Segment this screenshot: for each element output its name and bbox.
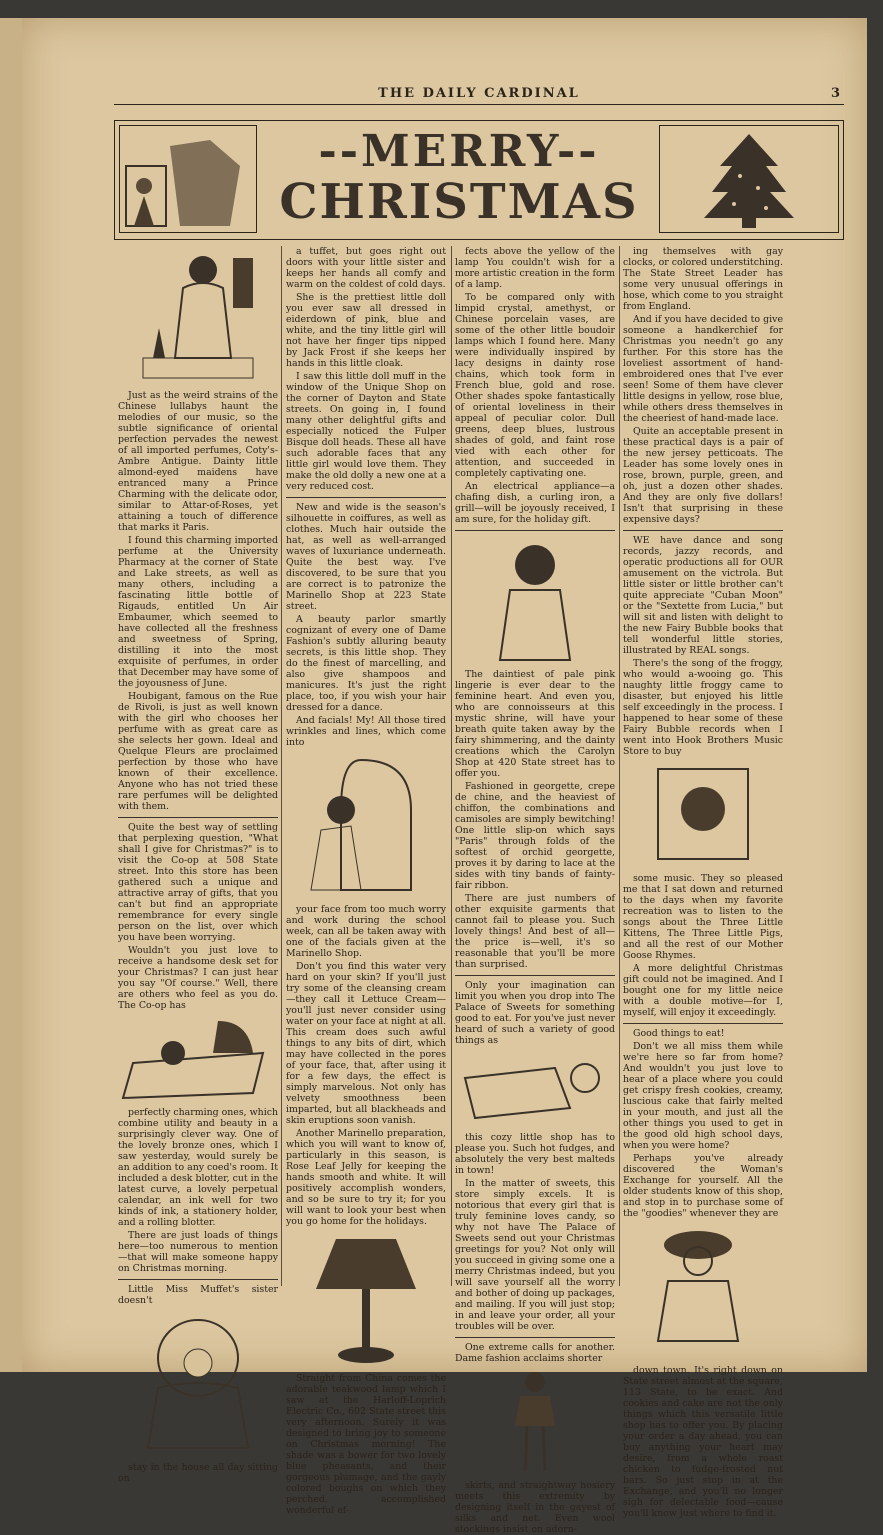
column-4: [623, 246, 784, 1519]
paragraph: To be compared only with limpid crystal, amethyst, or Chinese porcelain vases, are some of the other little boudoir lamps which I found here. Many were individually inspired by lacy designs in dainty rose chains, which took form in French blue, gold and rose. Other shades spoke fantastically of oriental loveliness in their appeal of peculiar color. Dull greens, deep blues, lustrous shades of gold, and faint rose vied with each other for attention, and succeeded in completely captivating one.: [455, 292, 615, 479]
paragraph: this cozy little shop has to please you. Such hot fudges, and absolutely the very best malteds in town!: [455, 1132, 615, 1176]
doll-muff-illustration: [138, 1308, 258, 1458]
banner-headline: [263, 123, 655, 230]
paragraph: stay in the house all day sitting on: [118, 1462, 278, 1484]
paragraph: Don't we all miss them while we're here so far from home? And wouldn't you just love to hear of a place where you could get crispy fresh cookies, creamy, luscious cake that fairly melted in your mouth, and just all the other things you used to get in the good old high school days, when you were home?: [623, 1041, 783, 1151]
paragraph: Another Marinello preparation, which you will want to know of, particularly in this season, is Rose Leaf Jelly for keeping the hands smooth and white. It will positively accomplish wonders, and so be sure to try it; for you will want to look your best when you go home for the holidays.: [286, 1128, 446, 1227]
paragraph: And facials! My! All those tired wrinkles and lines, which come into: [286, 715, 446, 748]
column-3-after: [455, 669, 615, 1046]
lamp-illustration: [306, 1229, 426, 1369]
paragraph: perfectly charming ones, which combine utility and beauty in a surprisingly clever way. One of the lovely bronze ones, which I saw yesterday, would surely be an addition to any coed's room. It included a desk blotter, cut in the latest curve, a lovely perpetual calendar, an ink well for two kinds of ink, a stationery holder, and a rolling blotter.: [118, 1107, 278, 1228]
paragraph: WE have dance and song records, jazzy records, and operatic productions all for OUR amusement on the victrola. But little sister or little brother can't quite appreciate "Cuban Moon" or the "Sextette from Lucia," but will sit and listen with delight to the new Fairy Bubble books that tell wonderful little stories, illustrated by REAL songs.: [623, 535, 783, 656]
paragraph: Good things to eat!: [633, 1028, 725, 1039]
paragraph: your face from too much worry and work during the school week, can all be taken away with one of the facials given at the Marinello Shop.: [286, 904, 446, 959]
paragraph: There's the song of the froggy, who would a-wooing go. This naughty little froggy came to disaster, but enjoyed his little self exceedingly in the process. I happened to hear some of these Fairy Bubble records when I went into Hook Brothers Music Store to buy: [623, 658, 783, 757]
paragraph: Perhaps you've already discovered the Woman's Exchange for yourself. All the older students know of this shop, and stop in to purchase some of the "goodies" whenever they are: [623, 1153, 783, 1219]
candy-box-illustration: [460, 1048, 610, 1128]
masthead: [114, 86, 844, 105]
paragraph: In the matter of sweets, this store simply excels. It is notorious that every girl that is truly feminine loves candy, so why not have The Palace of Sweets send out your Christmas greetings for you? Not only will you succeed in giving some one a merry Christmas indeed, but you will save yourself all the worry and bother of doing up packages, and mailing. If you will just stop; in and leave your order, all your troubles will be over.: [455, 1178, 615, 1332]
hosiery-girl-illustration: [495, 1366, 575, 1476]
column-4-before: [623, 246, 783, 757]
binding-edge: [0, 18, 22, 1372]
paragraph: ing themselves with gay clocks, or colored understitching. The State Street Leader has some very unusual offerings in hose, which come to you straight from England.: [623, 246, 784, 312]
paragraph: And if you have decided to give someone a handkerchief for Christmas you needn't go any further. For this store has the loveliest assortment of hand-embroidered ones that I've ever seen! Some of them have clever little designs in yellow, rose blue, while others dress themselves in the cheeriest of hand-made lace.: [623, 314, 783, 424]
paragraph: There are just loads of things here—too numerous to mention—that will make someone happy on Christmas morning.: [118, 1230, 278, 1274]
desk-set-illustration: [123, 1013, 273, 1103]
paragraph: Only your imagination can limit you when you drop into The Palace of Sweets for something good to eat. For you've just never heard of such a variety of good things as: [455, 980, 615, 1046]
banner-line-1: --MERRY--: [318, 126, 600, 177]
hairdresser-mirror-illustration: [301, 750, 431, 900]
paragraph: Quite an acceptable present in these practical days is a pair of the new jersey petticoats. The Leader has some lovely ones in rose, brown, purple, green, and oh, just a dozen other shades. And they are only five dollars! Isn't that surprising in these expensive days?: [623, 426, 783, 525]
paragraph: some music. They so pleased me that I sat down and returned to the days when my favorite recreation was to listen to the songs about the Three Little Kittens, The Three Little Pigs, and all the rest of our Mother Goose Rhymes.: [623, 873, 783, 961]
column-3-more: [455, 1132, 615, 1364]
paragraph: Wouldn't you just love to receive a handsome desk set for your Christmas? I can just hear you say "Of course." Well, there are others who feel as you do. The Co-op has: [118, 945, 278, 1011]
paragraph: A more delightful Christmas gift could not be imagined. And I bought one for my little neice with a double motive—for I, myself, will enjoy it exceedingly.: [623, 963, 783, 1018]
christmas-banner: [114, 120, 844, 240]
perfume-girl-illustration: [133, 248, 263, 386]
column-1-after: [118, 1107, 278, 1306]
column-3: [455, 246, 615, 1535]
column-2: [286, 246, 446, 1516]
newspaper-title: THE DAILY CARDINAL: [378, 86, 580, 101]
column-2-after: [286, 904, 446, 1227]
paragraph: There are just numbers of other exquisite garments that cannot fail to please you. Such lovely things! And best of all—the price is—well, it's so reasonable that you'll be more than surprised.: [455, 893, 615, 970]
column-3-before: [455, 246, 615, 525]
frog-record-illustration: [648, 759, 758, 869]
paragraph: Quite the best way of settling that perplexing question, "What shall I give for Christmas?" is to visit the Co-op at 508 State street. Into this store has been gathered such a unique and attractive array of gifts, that you can't but find an appropriate remembrance for every single person on the list, over which you have been worrying.: [118, 822, 278, 943]
paragraph: Little Miss Muffet's sister doesn't: [118, 1284, 278, 1306]
paragraph: She is the prettiest little doll you ever saw all dressed in eiderdown of pink, blue and white, and the tiny little girl will not have her finger tips nipped by Jack Frost if she keeps her hands in this little cloak.: [286, 292, 446, 369]
page-number: 3: [830, 86, 840, 101]
paragraph: I found this charming imported perfume at the University Pharmacy at the corner of State and Lake streets, as well as many others, including a fascinating little bottle of Rigauds, entitled Un Air Embaumer, which seemed to have collected all the freshness and sweetness of Spring, distilling it into the most exquisite of perfumes, in order that December may have some of the joyousness of June.: [118, 535, 278, 689]
paragraph: Don't you find this water very hard on your skin? If you'll just try some of the cleansing cream—they call it Lettuce Cream—you'll just never consider using water on your face at night at all. This cream does such awful things to any bits of dirt, which may have collected in the pores of your face, that, after using it for a few days, the effect is simply marvelous. Not only has velvety smoothness been imparted, but all blackheads and skin eruptions soon vanish.: [286, 961, 446, 1126]
paragraph: New and wide is the season's silhouette in coiffures, as well as clothes. Much hair outside the hat, as well as well-arranged waves of luxuriance underneath. Quite the best way. I've discovered, to be sure that you are correct is to patronize the Marinello Shop at 223 State street.: [286, 502, 446, 612]
paragraph: Just as the weird strains of the Chinese lullabys haunt the melodies of our music, so the subtle significance of oriental perfection pervades the newest of all imported perfumes, Coty's-Ambre Antigue. Dainty little almond-eyed maidens have entranced many a Prince Charming with the delicate odor, similar to Attar-of-Roses, yet attaining a touch of difference that marks it Paris.: [118, 390, 278, 533]
paragraph: fects above the yellow of the lamp You couldn't wish for a more artistic creation in the form of a lamp.: [455, 246, 615, 290]
banner-line-2: CHRISTMAS: [279, 174, 639, 230]
paragraph: Fashioned in georgette, crepe de chine, and the heaviest of chiffon, the combinations and camisoles are simply bewitching! One little slip-on which says "Paris" through folds of the softest of orchid georgette, proves it by daring to lace at the sides with tiny bands of fainty-fair ribbon.: [455, 781, 615, 891]
baking-woman-illustration: [638, 1221, 768, 1361]
column-4-after: [623, 873, 783, 1219]
column-2-before: [286, 246, 446, 748]
paragraph: skirts, and straightway hosiery meets this extremity by designing itself in the gayest of silks and net. Even wool stockings insist on adorn-: [455, 1480, 615, 1535]
paragraph: One extreme calls for another. Dame fashion acclaims shorter: [455, 1342, 615, 1364]
paragraph: An electrical appliance—a chafing dish, a curling iron, a grill—will be joyously received, I am sure, for the holiday gift.: [455, 481, 615, 525]
column-1-before: [118, 390, 278, 1011]
paragraph: down town. It's right down on State street almost at the square, 113 State, to be exact. And cookies and cake are not the only things which this versatile little shop has to offer you. By placing your order a day ahead, you can buy anything your heart may desire, from a whole roast chicken to fudge-frosted nut bars. So just stop in at the Exchange, and you'll no longer sigh for delectable food—cause you'll know just where to find it.: [623, 1365, 783, 1519]
paragraph: a tuffet, but goes right out doors with your little sister and keeps her hands all comfy and warm on the coldest of cold days.: [286, 246, 446, 290]
paragraph: The daintiest of pale pink lingerie is ever dear to the feminine heart. And even you, who are connoisseurs at this mystic shrine, will have your breath quite taken away by the fairy shimmering, and the dainty creations which the Carolyn Shop at 420 State street has to offer you.: [455, 669, 615, 779]
christmas-tree-illustration: [659, 125, 839, 233]
column-1: [118, 246, 278, 1484]
paragraph: A beauty parlor smartly cognizant of every one of Dame Fashion's subtly alluring beauty secrets, is this little shop. They do the finest of marcelling, and also give shampoos and manicures. It's just the right place, too, if you wish your hair dressed for a dance.: [286, 614, 446, 713]
paragraph: Houbigant, famous on the Rue de Rivoli, is just as well known with the girl who chooses her perfume with as great care as she selects her gown. Ideal and Quelque Fleurs are proclaimed perfection by those who have known of their excellence. Anyone who has not tried these rare perfumes will be delighted with them.: [118, 691, 278, 812]
fireplace-illustration: [119, 125, 257, 233]
paragraph: Straight from China comes the adorable teakwood lamp which I saw at the Harloff-Loprich Electric Co., 602 State street this very afternoon. Surely it was designed to bring joy to someone on Christmas morning! The shade was a bower for two lovely blue pheasants, and their gorgeous plumage, and the gayly colored boughs on which they perched, accomplished wonderful ef-: [286, 1373, 446, 1516]
paragraph: I saw this little doll muff in the window of the Unique Shop on the corner of Dayton and State streets. On going in, I found many other delightful gifts and especially noticed the Fulper Bisque doll heads. These all have such adorable faces that any little girl would love them. They make the old dolly a new one at a very reduced cost.: [286, 371, 446, 492]
lingerie-girl-illustration: [470, 535, 600, 665]
